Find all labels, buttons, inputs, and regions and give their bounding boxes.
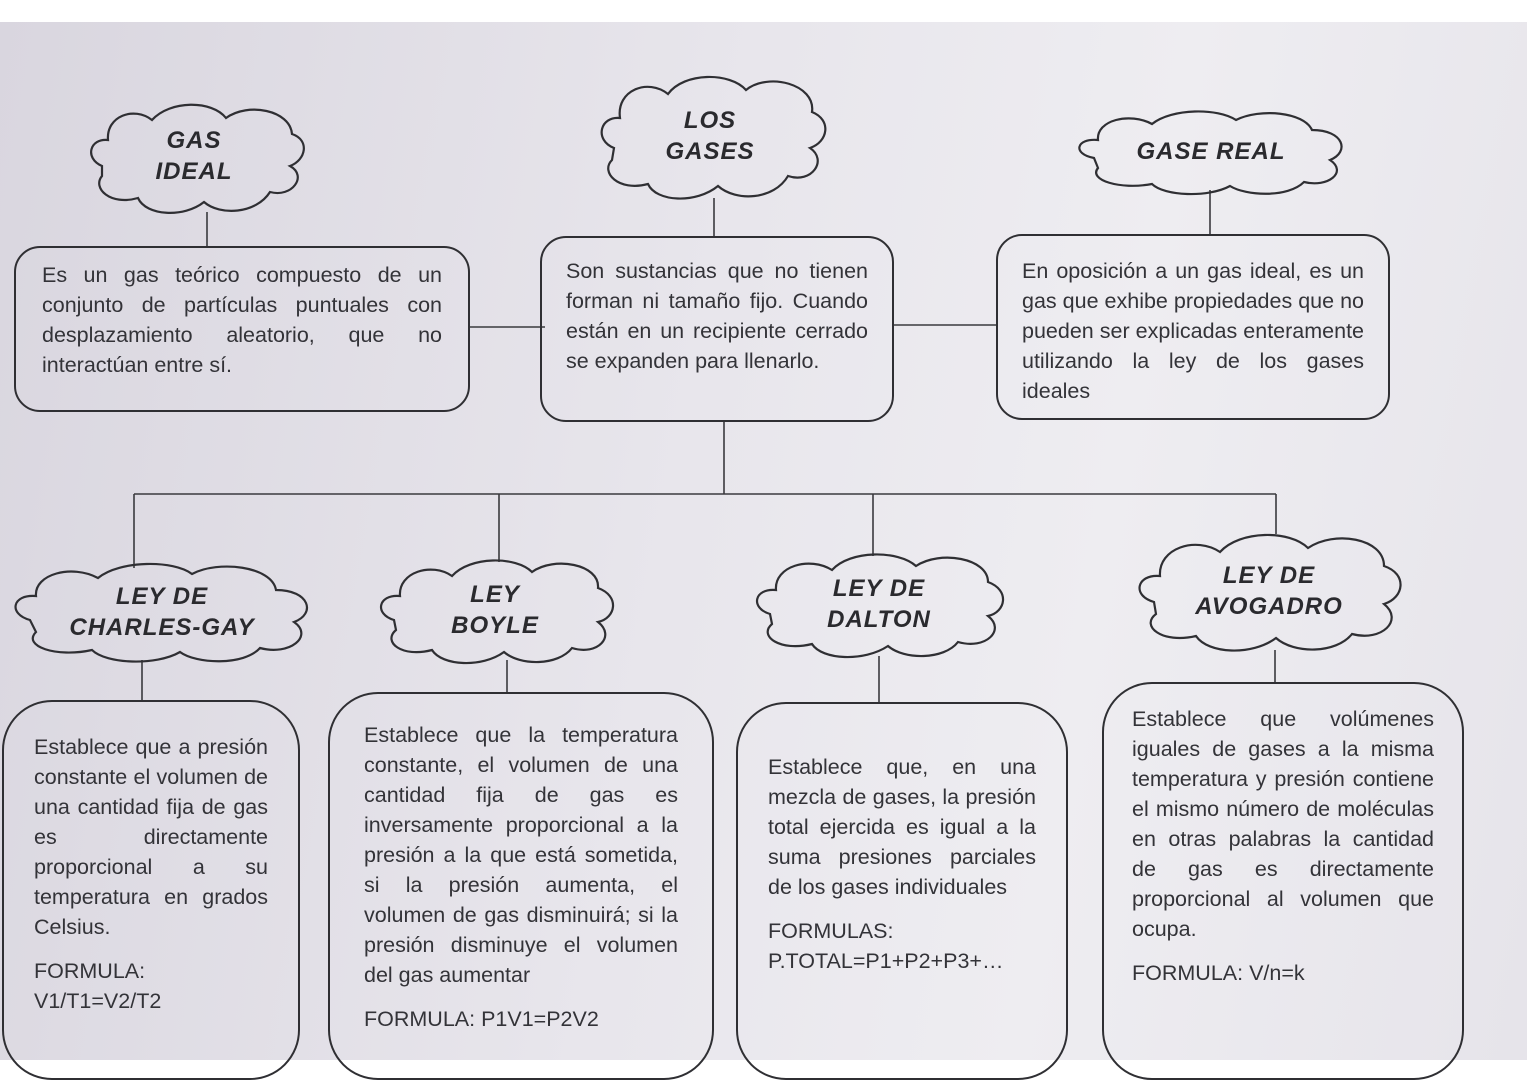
cloud-ley-avogadro [1130, 530, 1408, 652]
boyle-title-1: LEY [470, 581, 520, 608]
los-gases-description: Son sustancias que no tienen forman ni tamaño fijo. Cuando están en un recipiente cerrado se expanden para llenarlo. [566, 259, 868, 373]
boyle-formula-label: FORMULA: P1V1=P2V2 [364, 1007, 599, 1031]
box-ley-dalton [736, 702, 1068, 1080]
cloud-los-gases [590, 70, 830, 202]
dalton-description: Establece que, en una mezcla de gases, la presión total ejercida es igual a la suma presiones parciales de los gases individuales [768, 755, 1036, 899]
box-ley-boyle [328, 692, 714, 1080]
boyle-description: Establece que la temperatura constante, el volumen de una cantidad fija de gas es inversamente proporcional a la presión a la que está sometida, si la presión aumenta, el volumen de gas disminuirá; si la presión disminuye el volumen del gas aumentar [364, 723, 678, 987]
avogadro-title-2: AVOGADRO [1195, 593, 1343, 620]
los-gases-title-1: LOS [683, 107, 737, 134]
gas-ideal-title-1: GAS [166, 127, 222, 154]
cloud-gase-real [1068, 108, 1354, 194]
box-gase-real [996, 234, 1390, 420]
gas-ideal-description: Es un gas teórico compuesto de un conjunto de partículas puntuales con desplazamiento aleatorio, que no interactúan entre sí. [42, 263, 442, 377]
avogadro-formula-label: FORMULA: V/n=k [1132, 961, 1305, 985]
charles-formula-label: FORMULA: [34, 959, 146, 983]
boyle-title-2: BOYLE [451, 612, 539, 639]
charles-title-1: LEY DE [115, 583, 209, 610]
dalton-formula: P.TOTAL=P1+P2+P3+… [768, 949, 1004, 973]
box-ley-avogadro [1102, 682, 1464, 1080]
cloud-gas-ideal [80, 96, 308, 216]
charles-description: Establece que a presión constante el volumen de una cantidad fija de gas es directamente proporcional a su temperatura en grados Celsius. [34, 735, 268, 939]
dalton-title-2: DALTON [827, 606, 931, 633]
avogadro-title-1: LEY DE [1222, 562, 1316, 589]
avogadro-description: Establece que volúmenes iguales de gases a la misma temperatura y presión contiene el mismo número de moléculas en otras palabras la cantidad de gas es directamente proporcional al volumen que ocupa. [1132, 707, 1434, 941]
charles-formula: V1/T1=V2/T2 [34, 989, 162, 1013]
gase-real-title: GASE REAL [1136, 137, 1286, 165]
los-gases-title-2: GASES [665, 138, 755, 165]
gase-real-description: En oposición a un gas ideal, es un gas que exhibe propiedades que no pueden ser explicadas enteramente utilizando la ley de los gases ideales [1022, 259, 1364, 403]
dalton-title-1: LEY DE [832, 575, 926, 602]
box-ley-charles-gay [2, 700, 300, 1080]
cloud-ley-charles-gay [6, 560, 318, 664]
box-gas-ideal [14, 246, 470, 412]
dalton-formula-label: FORMULAS: [768, 919, 894, 943]
box-los-gases [540, 236, 894, 422]
charles-title-2: CHARLES-GAY [69, 614, 255, 641]
cloud-ley-boyle [372, 556, 618, 664]
cloud-ley-dalton [748, 550, 1010, 658]
gas-ideal-title-2: IDEAL [155, 158, 233, 185]
